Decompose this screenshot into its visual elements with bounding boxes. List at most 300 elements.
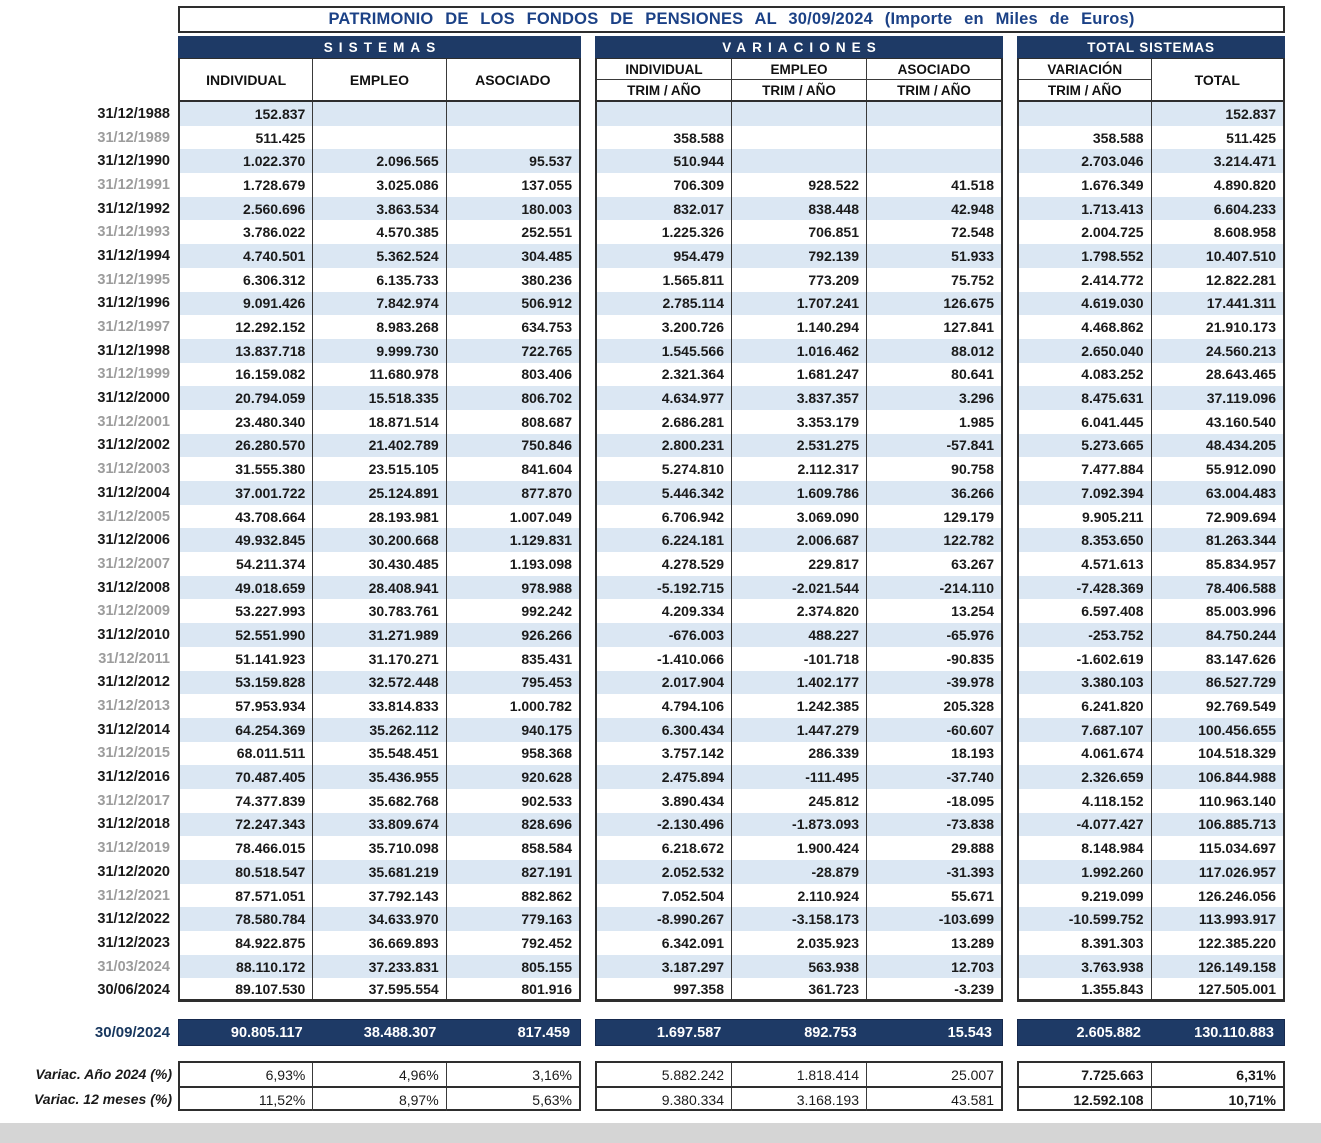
date-cell: 31/12/2005 [0, 505, 178, 529]
value-cell: 2.035.923 [731, 931, 866, 955]
date-cell: 31/12/2009 [0, 599, 178, 623]
value-cell: 85.834.957 [1151, 552, 1284, 576]
value-cell: 3.786.022 [243, 224, 306, 241]
value-cell: 792.139 [731, 244, 866, 268]
value-cell: 9.219.099 [1081, 887, 1144, 904]
value-cell: 8.475.631 [1081, 390, 1144, 407]
value-cell: 488.227 [731, 623, 866, 647]
date-cell: 31/12/1990 [0, 149, 178, 173]
value-cell: 1.140.294 [731, 315, 866, 339]
value-cell: 1.609.786 [731, 481, 866, 505]
value-cell: 4.118.152 [1081, 792, 1144, 809]
variaciones-values [595, 339, 1003, 363]
value-cell: 8.148.984 [1081, 840, 1144, 857]
highlight-date: 30/09/2024 [94, 1024, 170, 1042]
variation-value-cell: 7.725.663 [1081, 1066, 1144, 1083]
table-row [0, 386, 1321, 410]
value-cell: 858.584 [446, 836, 579, 860]
date-cell: 31/12/2008 [0, 576, 178, 600]
highlight-value-cell: 892.753 [804, 1024, 857, 1041]
value-cell: 805.155 [446, 955, 579, 979]
value-cell: 87.571.051 [235, 887, 306, 904]
variation-value-cell: 25.007 [866, 1063, 1001, 1086]
value-cell: 30.783.761 [312, 599, 445, 623]
value-cell: 563.938 [731, 955, 866, 979]
sistemas-values [178, 481, 581, 505]
value-cell: 6.041.445 [1081, 413, 1144, 430]
total-values [1017, 292, 1285, 316]
value-cell: 51.141.923 [235, 650, 306, 667]
value-cell: 78.406.588 [1151, 576, 1284, 600]
value-cell: 81.263.344 [1151, 528, 1284, 552]
sistemas-values [178, 836, 581, 860]
value-cell: 63.004.483 [1151, 481, 1284, 505]
value-cell: 26.280.570 [235, 437, 306, 454]
value-cell: 15.518.335 [312, 386, 445, 410]
table-row [0, 410, 1321, 434]
highlight-value-cell: 2.605.882 [1076, 1024, 1141, 1041]
variaciones-values [595, 671, 1003, 695]
total-values [1017, 339, 1285, 363]
value-cell: 2.112.317 [731, 457, 866, 481]
value-cell: 2.475.894 [661, 769, 724, 786]
value-cell: 49.932.845 [235, 532, 306, 549]
value-cell: 4.571.613 [1081, 555, 1144, 572]
value-cell: 43.160.540 [1151, 410, 1284, 434]
date-cell: 31/12/2001 [0, 410, 178, 434]
value-cell [1019, 102, 1151, 126]
value-cell: 1.402.177 [731, 671, 866, 695]
total-values [1017, 457, 1285, 481]
highlight-value-cell: 15.543 [947, 1024, 992, 1041]
highlight-value-cell: 130.110.883 [1194, 1024, 1274, 1041]
value-cell: 6.218.672 [661, 840, 724, 857]
value-cell: 9.905.211 [1081, 508, 1144, 525]
value-cell: -10.599.752 [1068, 911, 1144, 928]
header-group-sistemas [178, 36, 581, 102]
value-cell: 57.953.934 [235, 698, 306, 715]
sistemas-values [178, 244, 581, 268]
variaciones-values [595, 481, 1003, 505]
sistemas-values [178, 528, 581, 552]
col-header-variacion-total: VARIACIÓN TRIM / AÑO [1019, 59, 1151, 100]
value-cell: 70.487.405 [235, 769, 306, 786]
value-cell: 4.740.501 [243, 247, 306, 264]
date-cell: 31/12/2021 [0, 884, 178, 908]
table-row [0, 149, 1321, 173]
value-cell: 832.017 [673, 200, 724, 217]
table-row [0, 220, 1321, 244]
value-cell: 1.713.413 [1081, 200, 1144, 217]
value-cell: 78.580.784 [235, 911, 306, 928]
table-row [0, 576, 1321, 600]
value-cell: 1.193.098 [446, 552, 579, 576]
value-cell: 4.061.674 [1081, 745, 1144, 762]
sistemas-values [178, 813, 581, 837]
col-header-var-empleo: EMPLEO TRIM / AÑO [731, 59, 866, 100]
value-cell [731, 126, 866, 150]
value-cell [446, 102, 579, 126]
value-cell: 511.425 [1151, 126, 1284, 150]
value-cell: 7.052.504 [661, 887, 724, 904]
value-cell: 706.309 [673, 176, 724, 193]
variation-value-cell: 10,71% [1151, 1088, 1284, 1111]
value-cell: 64.254.369 [235, 721, 306, 738]
value-cell: 35.710.098 [312, 836, 445, 860]
value-cell: 4.619.030 [1081, 295, 1144, 312]
variaciones-values [595, 410, 1003, 434]
table-row [0, 623, 1321, 647]
value-cell: 1.447.279 [731, 718, 866, 742]
value-cell: 1.798.552 [1081, 247, 1144, 264]
date-cell: 31/12/2014 [0, 718, 178, 742]
value-cell: 31.555.380 [235, 461, 306, 478]
value-cell: 152.837 [254, 105, 306, 122]
total-values [1017, 718, 1285, 742]
value-cell: 806.702 [446, 386, 579, 410]
value-cell: 1.022.370 [243, 153, 306, 170]
value-cell: -1.410.066 [657, 650, 724, 667]
variation-value-cell: 5,63% [446, 1088, 579, 1111]
value-cell: 88.012 [866, 339, 1001, 363]
value-cell: 902.533 [446, 789, 579, 813]
sistemas-values [178, 434, 581, 458]
value-cell: 6.342.091 [661, 934, 724, 951]
value-cell: -3.239 [866, 978, 1001, 999]
variaciones-values [595, 623, 1003, 647]
value-cell: 2.096.565 [312, 149, 445, 173]
header-group-total-sistemas [1017, 36, 1285, 102]
value-cell: 882.862 [446, 884, 579, 908]
value-cell: 90.758 [866, 457, 1001, 481]
sistemas-values [178, 599, 581, 623]
value-cell: -5.192.715 [657, 579, 724, 596]
value-cell: -90.835 [866, 647, 1001, 671]
value-cell [866, 149, 1001, 173]
sistemas-values [178, 623, 581, 647]
value-cell: 49.018.659 [235, 579, 306, 596]
value-cell: 1.007.049 [446, 505, 579, 529]
value-cell: 841.604 [446, 457, 579, 481]
total-values [1017, 149, 1285, 173]
value-cell: 3.890.434 [661, 792, 724, 809]
value-cell: 12.822.281 [1151, 268, 1284, 292]
value-cell: 1.016.462 [731, 339, 866, 363]
value-cell: 5.446.342 [661, 484, 724, 501]
value-cell: 1.545.566 [661, 342, 724, 359]
value-cell: 86.527.729 [1151, 671, 1284, 695]
variaciones-values [595, 789, 1003, 813]
variation-value-cell: 8,97% [312, 1088, 445, 1111]
value-cell: 122.782 [866, 528, 1001, 552]
value-cell: 8.983.268 [312, 315, 445, 339]
value-cell [731, 102, 866, 126]
value-cell: 35.262.112 [312, 718, 445, 742]
variaciones-values [595, 197, 1003, 221]
value-cell: 30.200.668 [312, 528, 445, 552]
value-cell: 4.278.529 [661, 555, 724, 572]
variation-summary [0, 1061, 1321, 1111]
value-cell: 55.671 [866, 884, 1001, 908]
value-cell: 9.091.426 [243, 295, 306, 312]
value-cell: 11.680.978 [312, 363, 445, 387]
value-cell: 1.355.843 [1081, 980, 1144, 997]
value-cell: 110.963.140 [1151, 789, 1284, 813]
value-cell: 358.588 [673, 129, 724, 146]
value-cell: 1.000.782 [446, 694, 579, 718]
date-cell: 31/12/2006 [0, 528, 178, 552]
sistemas-values [178, 884, 581, 908]
variation-variaciones-block [595, 1061, 1003, 1111]
total-values [1017, 694, 1285, 718]
sistemas-values [178, 742, 581, 766]
table-row [0, 528, 1321, 552]
variation-value-cell: 6,93% [265, 1066, 306, 1083]
value-cell: 808.687 [446, 410, 579, 434]
value-cell: 21.402.789 [312, 434, 445, 458]
group-bar-total-sistemas: TOTAL SISTEMAS [1017, 36, 1285, 58]
value-cell: 4.209.334 [661, 603, 724, 620]
value-cell: 380.236 [446, 268, 579, 292]
variaciones-values [595, 505, 1003, 529]
variation-value-cell: 4,96% [312, 1063, 445, 1086]
date-cell: 31/12/1988 [0, 102, 178, 126]
value-cell: 634.753 [446, 315, 579, 339]
total-values [1017, 410, 1285, 434]
value-cell: 3.353.179 [731, 410, 866, 434]
value-cell: 13.289 [866, 931, 1001, 955]
value-cell: -1.602.619 [1076, 650, 1144, 667]
value-cell: 28.408.941 [312, 576, 445, 600]
total-values [1017, 197, 1285, 221]
value-cell: 122.385.220 [1151, 931, 1284, 955]
value-cell [866, 102, 1001, 126]
value-cell: 286.339 [731, 742, 866, 766]
value-cell: 84.750.244 [1151, 623, 1284, 647]
value-cell: 1.985 [866, 410, 1001, 434]
value-cell: 229.817 [731, 552, 866, 576]
variaciones-values [595, 599, 1003, 623]
variaciones-values [595, 363, 1003, 387]
table-row [0, 694, 1321, 718]
value-cell [312, 126, 445, 150]
variation-value-cell: 5.882.242 [661, 1066, 724, 1083]
variaciones-values [595, 718, 1003, 742]
value-cell: 17.441.311 [1151, 292, 1284, 316]
value-cell: 20.794.059 [235, 390, 306, 407]
total-values [1017, 884, 1285, 908]
sistemas-values [178, 457, 581, 481]
highlight-row-30-09-2024 [0, 1019, 1321, 1046]
sistemas-values [178, 718, 581, 742]
value-cell: 2.374.820 [731, 599, 866, 623]
value-cell: 252.551 [446, 220, 579, 244]
value-cell: 89.107.530 [235, 980, 306, 997]
table-row [0, 671, 1321, 695]
table-row [0, 552, 1321, 576]
value-cell: 795.453 [446, 671, 579, 695]
value-cell: 80.518.547 [235, 863, 306, 880]
variation-value-cell: 3,16% [446, 1063, 579, 1086]
value-cell: 954.479 [673, 247, 724, 264]
value-cell: 3.187.297 [661, 958, 724, 975]
value-cell: 3.296 [866, 386, 1001, 410]
value-cell: 42.948 [866, 197, 1001, 221]
variation-value-cell: 9.380.334 [661, 1091, 724, 1108]
value-cell [866, 126, 1001, 150]
value-cell: 1.681.247 [731, 363, 866, 387]
value-cell: 6.597.408 [1081, 603, 1144, 620]
value-cell: 4.083.252 [1081, 366, 1144, 383]
value-cell: 92.769.549 [1151, 694, 1284, 718]
value-cell: 779.163 [446, 907, 579, 931]
date-cell: 31/12/2013 [0, 694, 178, 718]
highlight-value-cell: 38.488.307 [363, 1024, 437, 1041]
date-cell: 31/12/2010 [0, 623, 178, 647]
value-cell: 4.468.862 [1081, 319, 1144, 336]
highlight-variaciones-values [595, 1019, 1003, 1046]
value-cell: 6.706.942 [661, 508, 724, 525]
value-cell: 358.588 [1092, 129, 1144, 146]
value-cell: 792.452 [446, 931, 579, 955]
value-cell: 3.069.090 [731, 505, 866, 529]
value-cell [446, 126, 579, 150]
value-cell: 126.149.158 [1151, 955, 1284, 979]
value-cell: 750.846 [446, 434, 579, 458]
value-cell: 4.634.977 [661, 390, 724, 407]
total-values [1017, 907, 1285, 931]
highlight-sistemas-values [178, 1019, 581, 1046]
total-values [1017, 813, 1285, 837]
value-cell: 4.570.385 [312, 220, 445, 244]
report-title: PATRIMONIO DE LOS FONDOS DE PENSIONES AL 30/09/2024 (Importe en Miles de Euros) [178, 6, 1285, 33]
value-cell: 773.209 [731, 268, 866, 292]
table-row [0, 860, 1321, 884]
date-cell: 31/12/2020 [0, 860, 178, 884]
table-row [0, 363, 1321, 387]
value-cell: 55.912.090 [1151, 457, 1284, 481]
value-cell: 3.837.357 [731, 386, 866, 410]
table-row [0, 789, 1321, 813]
group-bar-variaciones: VARIACIONES [595, 36, 1003, 58]
value-cell: 33.814.833 [312, 694, 445, 718]
value-cell: 113.993.917 [1151, 907, 1284, 931]
table-row [0, 126, 1321, 150]
variaciones-values [595, 102, 1003, 126]
value-cell: -31.393 [866, 860, 1001, 884]
value-cell: -7.428.369 [1076, 579, 1144, 596]
table-row [0, 978, 1321, 1002]
value-cell [731, 149, 866, 173]
value-cell: 3.863.534 [312, 197, 445, 221]
value-cell: 8.608.958 [1151, 220, 1284, 244]
value-cell: -18.095 [866, 789, 1001, 813]
sistemas-values [178, 647, 581, 671]
value-cell: 803.406 [446, 363, 579, 387]
table-row [0, 268, 1321, 292]
variation-value-cell: 12.592.108 [1073, 1091, 1144, 1108]
highlight-value-cell: 817.459 [517, 1024, 571, 1041]
value-cell: -73.838 [866, 813, 1001, 837]
variation-value-cell: 1.818.414 [731, 1063, 866, 1086]
value-cell: 68.011.511 [236, 745, 306, 762]
variaciones-values [595, 931, 1003, 955]
variaciones-values [595, 860, 1003, 884]
value-cell: 12.703 [866, 955, 1001, 979]
table-row [0, 102, 1321, 126]
value-cell: 978.988 [446, 576, 579, 600]
total-values [1017, 978, 1285, 1002]
date-cell: 31/12/2016 [0, 765, 178, 789]
value-cell: 37.792.143 [312, 884, 445, 908]
value-cell: -103.699 [866, 907, 1001, 931]
value-cell: 106.885.713 [1151, 813, 1284, 837]
value-cell: 511.425 [255, 129, 306, 146]
variaciones-values [595, 220, 1003, 244]
value-cell: 8.391.303 [1081, 934, 1144, 951]
value-cell: 2.110.924 [731, 884, 866, 908]
value-cell: 722.765 [446, 339, 579, 363]
value-cell: 33.809.674 [312, 813, 445, 837]
total-values [1017, 220, 1285, 244]
value-cell: 3.214.471 [1151, 149, 1284, 173]
value-cell: -28.879 [731, 860, 866, 884]
value-cell: 2.326.659 [1081, 769, 1144, 786]
table-row [0, 742, 1321, 766]
table-row [0, 292, 1321, 316]
total-values [1017, 647, 1285, 671]
date-cell: 30/06/2024 [0, 978, 178, 1002]
date-cell: 31/12/2023 [0, 931, 178, 955]
sistemas-values [178, 505, 581, 529]
value-cell: 4.890.820 [1151, 173, 1284, 197]
value-cell: 3.025.086 [312, 173, 445, 197]
value-cell: 37.595.554 [312, 978, 445, 999]
value-cell: 36.266 [866, 481, 1001, 505]
value-cell: 2.414.772 [1081, 271, 1144, 288]
total-values [1017, 268, 1285, 292]
value-cell: 997.358 [673, 980, 724, 997]
value-cell: 24.560.213 [1151, 339, 1284, 363]
total-values [1017, 528, 1285, 552]
col-header-empleo: EMPLEO [312, 59, 445, 100]
total-values [1017, 599, 1285, 623]
date-cell: 31/12/1989 [0, 126, 178, 150]
value-cell: 1.992.260 [1081, 863, 1144, 880]
value-cell: 245.812 [731, 789, 866, 813]
value-cell: 5.274.810 [661, 461, 724, 478]
total-values [1017, 315, 1285, 339]
value-cell: 992.242 [446, 599, 579, 623]
total-values [1017, 931, 1285, 955]
value-cell: 18.871.514 [312, 410, 445, 434]
value-cell: 801.916 [446, 978, 579, 999]
date-cell: 31/03/2024 [0, 955, 178, 979]
value-cell: 361.723 [731, 978, 866, 999]
total-values [1017, 576, 1285, 600]
table-row [0, 481, 1321, 505]
variaciones-values [595, 978, 1003, 1002]
value-cell: -253.752 [1088, 626, 1144, 643]
value-cell: 37.119.096 [1151, 386, 1284, 410]
variaciones-values [595, 434, 1003, 458]
col-header-var-asociado: ASOCIADO TRIM / AÑO [866, 59, 1001, 100]
value-cell: -2.130.496 [657, 816, 724, 833]
variaciones-values [595, 315, 1003, 339]
value-cell: 16.159.082 [235, 366, 306, 383]
total-values [1017, 742, 1285, 766]
sistemas-values [178, 197, 581, 221]
